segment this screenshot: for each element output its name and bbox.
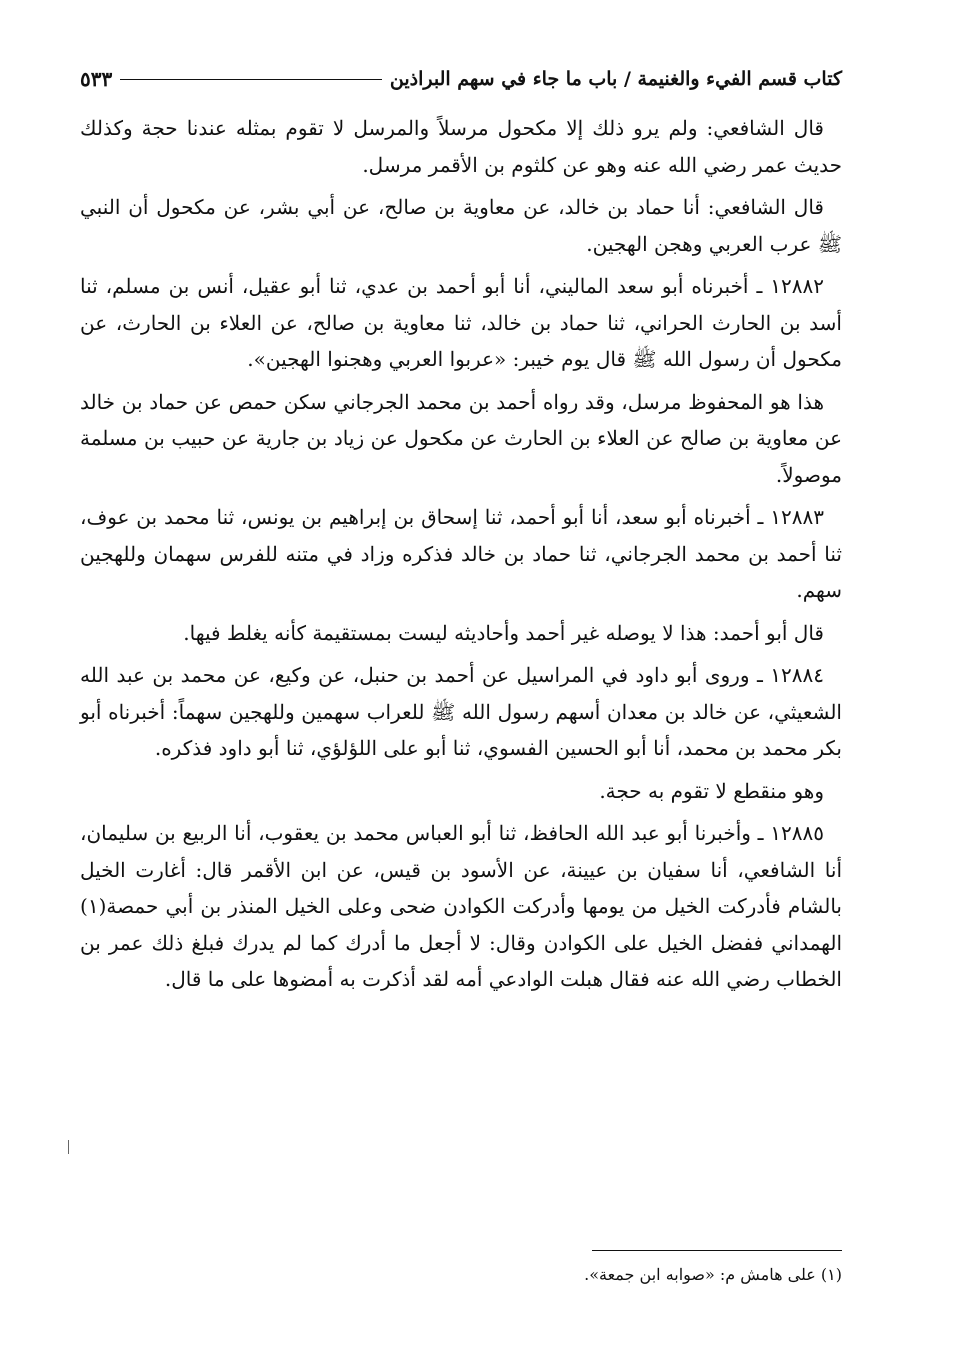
paragraph: وهو منقطع لا تقوم به حجة. <box>599 778 824 803</box>
paragraph: قال أبو أحمد: هذا لا يوصله غير أحمد وأحاديثه ليست بمستقيمة كأنه يغلط فيها. <box>183 620 824 645</box>
chapter-title: كتاب قسم الفيء والغنيمة / باب ما جاء في سهم البراذين <box>389 68 842 90</box>
running-header <box>80 62 842 96</box>
paragraph: هذا هو المحفوظ مرسل، وقد رواه أحمد بن محمد الجرجاني سكن حمص عن حماد بن خالد عن معاوية بن صالح عن العلاء بن الحارث عن مكحول عن زياد بن جارية عن حبيب بن مسلمة موصولاً. <box>80 389 842 487</box>
paragraph: قال الشافعي: أنا حماد بن خالد، عن معاوية بن صالح، عن أبي بشر، عن مكحول أن النبي ﷺ عرب العربي وهجن الهجين. <box>80 195 842 256</box>
hadith-paragraph: ١٢٨٨٤ ـ وروى أبو داود في المراسيل عن أحمد بن حنبل، عن وكيع، عن محمد بن عبد الله الشعيثي، عن خالد بن معدان أسهم رسول الله ﷺ للعراب سهمين وللهجين سهماً: أخبرناه أبو بكر محمد بن محمد، أنا أبو الحسين الفسوي، ثنا أبو على اللؤلؤي، ثنا أبو داود فذكره. <box>80 663 842 760</box>
footnote-separator <box>592 1250 842 1251</box>
hadith-paragraph: ١٢٨٨٢ ـ أخبرناه أبو سعد الماليني، أنا أبو أحمد بن عدي، ثنا أبو عقيل، أنس بن مسلم، ثنا أسد بن الحارث الحراني، ثنا حماد بن خالد، ثنا معاوية بن صالح، عن العلاء بن الحارث، عن مكحول أن رسول الله ﷺ قال يوم خيبر: «عربوا العربي وهجنوا الهجين». <box>80 274 842 371</box>
page-body <box>80 110 842 998</box>
footnote: (١) على هامش م: «صوابه ابن جمعة». <box>584 1265 842 1284</box>
page-number: ٥٣٣ <box>80 67 113 91</box>
hadith-paragraph: ١٢٨٨٣ ـ أخبرناه أبو سعد، أنا أبو أحمد، ثنا إسحاق بن إبراهيم بن يونس، ثنا محمد بن عوف، ثنا أحمد بن محمد الجرجاني، ثنا حماد بن خالد فذكره وزاد في متنه للفرس سهمان وللهجين سهم. <box>80 505 842 602</box>
book-page <box>80 62 842 1352</box>
margin-mark <box>68 1140 69 1154</box>
paragraph: قال الشافعي: ولم يرو ذلك إلا مكحول مرسلاً والمرسل لا تقوم بمثله عندنا حجة وكذلك حديث عمر رضي الله عنه وهو عن كلثوم بن الأقمر مرسل. <box>80 116 842 177</box>
hadith-paragraph: ١٢٨٨٥ ـ وأخبرنا أبو عبد الله الحافظ، ثنا أبو العباس محمد بن يعقوب، أنا الربيع بن سليمان، أنا الشافعي، أنا سفيان بن عيينة، عن الأسود بن قيس، عن ابن الأقمر قال: أغارت الخيل بالشام فأدركت الخيل من يومها وأدركت الكوادن ضحى وعلى الخيل المنذر بن أبي حمصة(١) الهمداني ففضل الخيل على الكوادن وقال: لا أجعل ما أدرك كما لم يدرك فبلغ ذلك عمر بن الخطاب رضي الله عنه فقال هبلت الوادعي أمه لقد أذكرت به أمضوها على ما قال. <box>80 821 842 991</box>
header-rule <box>120 79 382 80</box>
